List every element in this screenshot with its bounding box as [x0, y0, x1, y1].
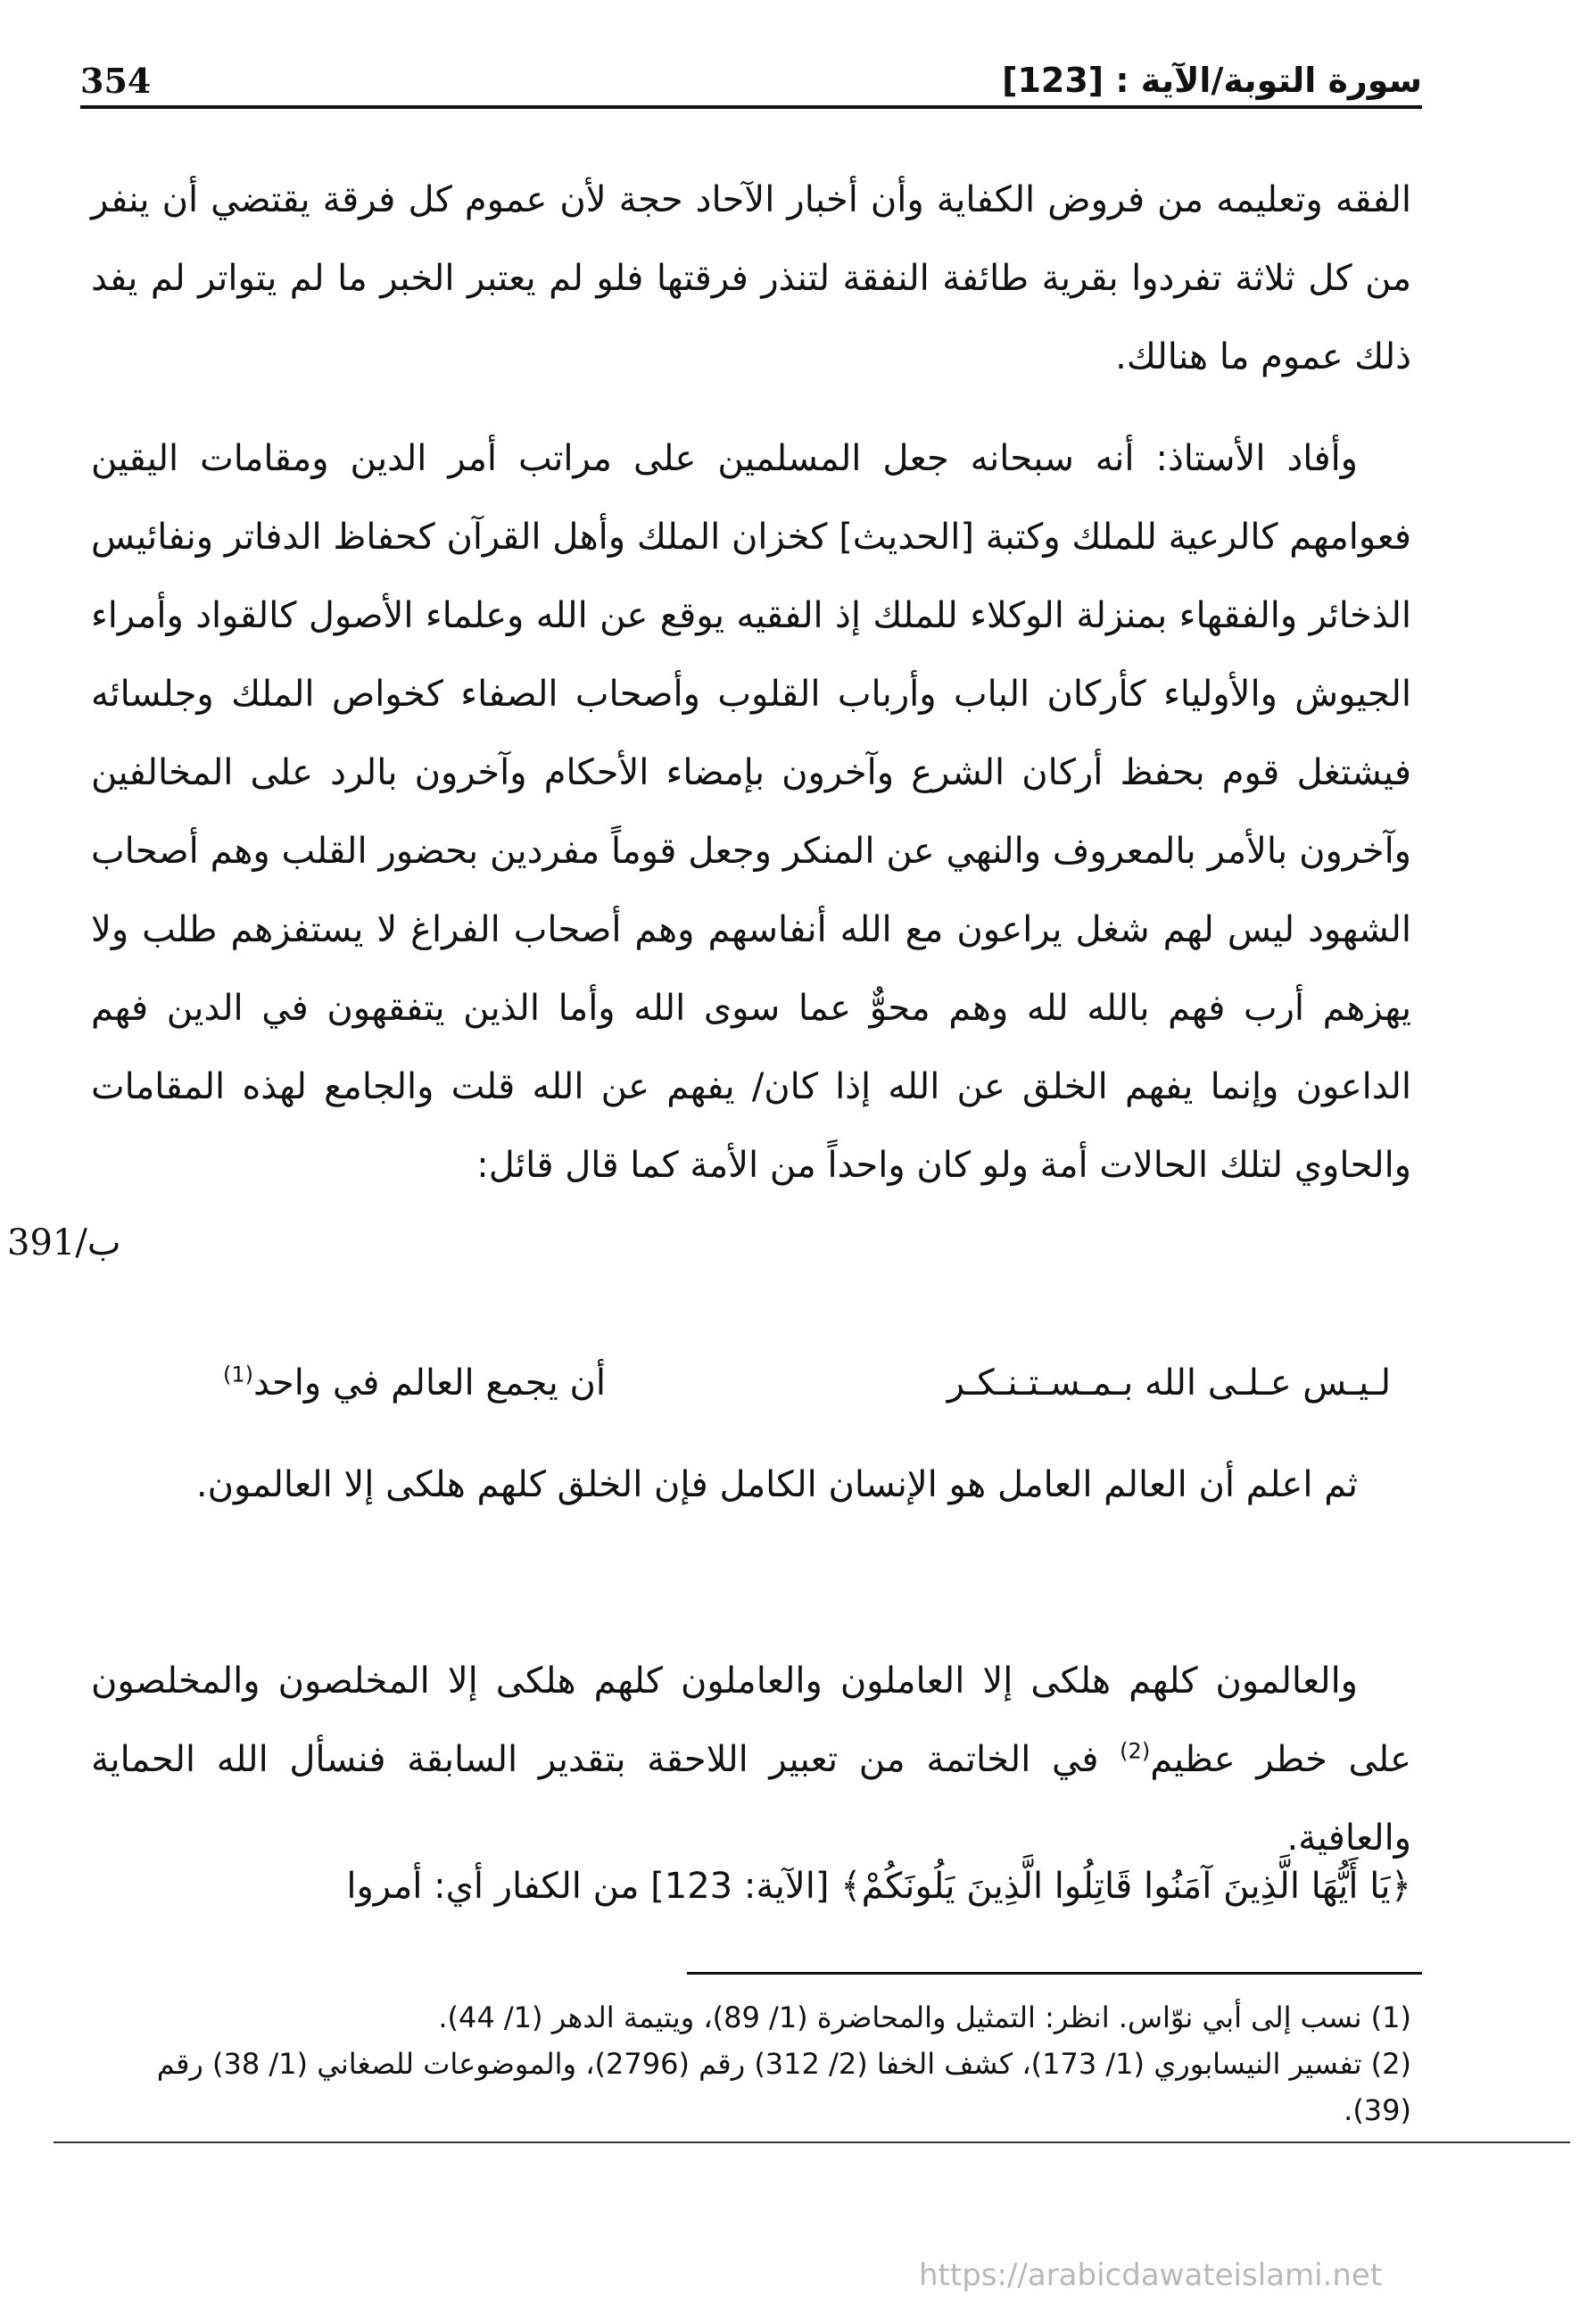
footnote-1: (1) نسب إلى أبي نوّاس. انظر: التمثيل والمحاضرة (1/ 89)، ويتيمة الدهر (1/ 44).	[438, 2000, 1411, 2034]
footnote-ref-2: (2)	[1120, 1738, 1151, 1764]
verse-second-hemistich	[223, 1363, 606, 1404]
poetry-verse	[223, 1352, 1391, 1432]
paragraph-1: الفقه وتعليمه من فروض الكفاية وأن أخبار الآحاد حجة لأن عموم كل فرقة يقتضي أن ينفر من كل ثلاثة تفردوا بقرية طائفة النفقة لتنذر فرقتها فلو لم يعتبر الخبر ما لم يتواتر لم يفد ذلك عموم ما هنالك.	[91, 179, 1411, 377]
footnote-ref-1: (1)	[223, 1362, 254, 1387]
paragraph-4-block	[91, 1642, 1411, 1877]
scan-artifact-line	[54, 2141, 1570, 2143]
quran-verse-paragraph: ﴿يَا أَيُّهَا الَّذِينَ آمَنُوا قَاتِلُوا الَّذِينَ يَلُونَكُمْ﴾ [الآية: 123] من الكفار أي: أمروا	[346, 1866, 1411, 1907]
page-number: 354	[80, 61, 152, 101]
paragraph-3-block	[91, 1445, 1411, 1524]
footnote-2: (2) تفسير النيسابوري (1/ 173)، كشف الخفا (2/ 312) رقم (2796)، والموضوعات للصغاني (1/ 38) رقم (39).	[156, 2047, 1411, 2127]
verse-first-hemistich: لـيـس عـلـى الله بـمـسـتـنـكـر	[947, 1363, 1391, 1404]
paragraph-4	[91, 1642, 1411, 1877]
paragraph-2-block	[91, 419, 1411, 1205]
footnote-separator	[687, 1972, 1422, 1975]
paragraph-1-block	[91, 161, 1411, 396]
verse-second-hemistich-text: أن يجمع العالم في واحد	[253, 1363, 606, 1404]
paragraph-5-block	[91, 1847, 1411, 1926]
running-header	[80, 55, 1422, 111]
manuscript-folio-marker: 391/ب	[7, 1222, 121, 1263]
header-rule	[80, 105, 1422, 109]
paragraph-3: ثم اعلم أن العالم العامل هو الإنسان الكامل فإن الخلق كلهم هلكى إلا العالمون.	[195, 1464, 1358, 1505]
running-head-title: سورة التوبة/الآية : [123]	[1002, 61, 1422, 100]
footnotes	[91, 1994, 1411, 2133]
paragraph-4-part-1: والعالمون كلهم هلكى إلا العاملون والعاملون كلهم هلكى إلا المخلصون والمخلصون على خطر عظيم	[91, 1661, 1412, 1780]
paragraph-4-part-2: في الخاتمة من تعبير اللاحقة بتقدير السابقة فنسأل الله الحماية والعافية.	[91, 1739, 1411, 1859]
source-watermark: https://arabicdawateislami.net	[919, 2257, 1383, 2293]
paragraph-2: وأفاد الأستاذ: أنه سبحانه جعل المسلمين على مراتب أمر الدين ومقامات اليقين فعوامهم كالرعية للملك وكتبة [الحديث] كخزان الملك وأهل القرآن كحفاظ الدفاتر ونفائيس الذخائر والفقهاء بمنزلة الوكلاء للملك إذ الفقيه يوقع عن الله وعلماء الأصول كالقواد وأمراء الجيوش والأولياء كأركان الباب وأرباب القلوب وأصحاب الصفاء كخواص الملك وجلسائه فيشتغل قوم بحفظ أركان الشرع وآخرون بإمضاء الأحكام وآخرون بالرد على المخالفين وآخرون بالأمر بالمعروف والنهي عن المنكر وجعل قوماً مفردين بحضور القلب وهم أصحاب الشهود ليس لهم شغل يراعون مع الله أنفاسهم وهم أصحاب الفراغ لا يستفزهم طلب ولا يهزهم أرب فهم بالله لله وهم محوٌّ عما سوى الله وأما الذين يتفقهون في الدين فهم الداعون وإنما يفهم الخلق عن الله إذا كان/ يفهم عن الله قلت والجامع لهذه المقامات والحاوي لتلك الحالات أمة ولو كان واحداً من الأمة كما قال قائل:	[91, 438, 1411, 1186]
